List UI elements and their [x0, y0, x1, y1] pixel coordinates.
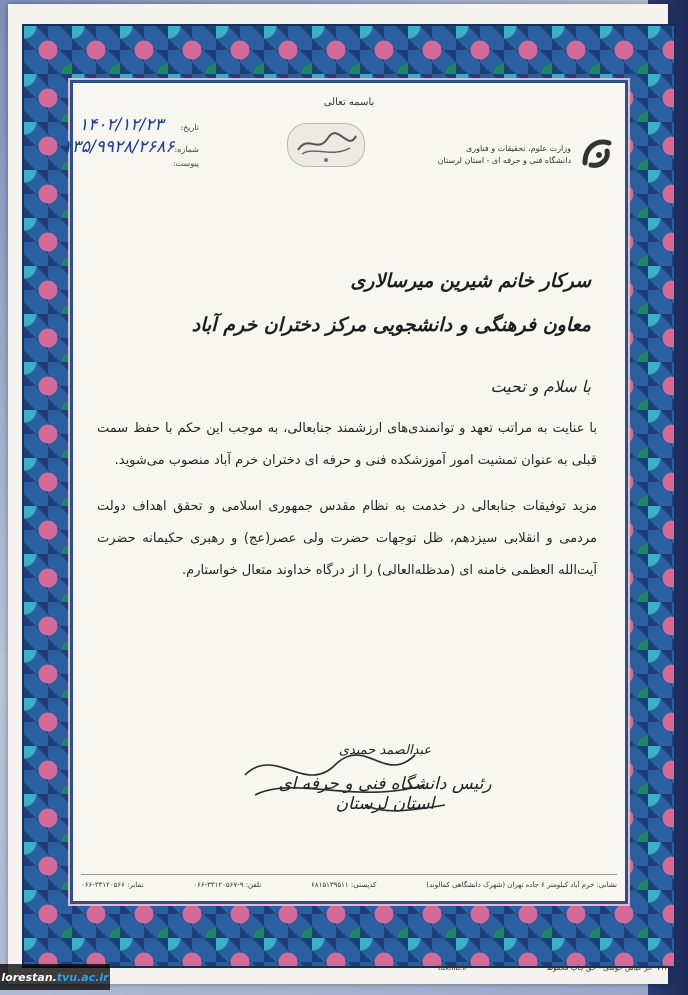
greeting-text: با سلام و تحیت: [490, 377, 591, 396]
watermark-domain: tvu.ac.ir: [56, 970, 109, 984]
signature-scribble-icon: [215, 735, 455, 825]
calligraphy-seal-icon: [288, 124, 364, 166]
number-label: شماره:: [174, 145, 199, 154]
bismillah-text: باسمه تعالی: [323, 97, 375, 108]
number-value: ۱۳۵/۹۹۲۸/۲۶۸۶: [62, 137, 175, 157]
year-slogan-seal: [287, 123, 365, 167]
signatory-name: عبدالصمد حمیدی: [338, 743, 432, 758]
letter-body: [62, 80, 628, 904]
footer-fax: نمابر: ۳۳۱۲۰۵۶۶-۰۶۶: [81, 881, 144, 889]
university-line: دانشگاه فنی و حرفه ای - استان لرستان: [437, 156, 571, 165]
paragraph-2: مزید توفیقات جنابعالی در خدمت به نظام مقدس جمهوری اسلامی و تحقق اهداف دولت مردمی و انقلابی سیزدهم، ظل توجهات حضرت ولی عصر(عج) و رهبری حکیمانه حضرت آیت‌الله العظمی خامنه ای (مدظله‌العالی) را از درگاه خداوند متعال خواستارم.: [97, 499, 597, 578]
signature-block: [265, 743, 505, 814]
university-header: [417, 133, 617, 177]
university-logo-icon: [577, 133, 617, 177]
footer-phone: تلفن: ۹-۳۳۱۲۰۵۶۷-۰۶۶: [193, 881, 262, 889]
footer-address: نشانی: خرم آباد کیلومتر ۶ جاده تهران (شهرک دانشگاهی کمالوند): [426, 881, 617, 889]
number-row: [62, 137, 199, 159]
print-credit-text: ۷۱۳- اثر عباس خوشی - حق چاپ محفوظ: [546, 964, 668, 972]
date-row: [79, 115, 199, 137]
addressee-block: [111, 259, 591, 347]
university-name: [438, 143, 571, 167]
watermark-site: lorestan.: [1, 970, 57, 984]
attachment-label: پیوست:: [172, 159, 199, 168]
paragraph-1: با عنایت به مراتب تعهد و توانمندی‌های ارزشمند جنابعالی، به موجب این حکم با حفظ سمت قبلی به عنوان تمشیت امور آموزشکده فنی و حرفه ای دختران خرم آباد منصوب می‌شوید.: [97, 421, 597, 468]
site-watermark: [0, 964, 110, 990]
date-label: تاریخ:: [180, 123, 199, 132]
certificate-sheet: [8, 4, 668, 984]
print-credit-site: taxhib.ir: [438, 964, 468, 972]
signatory-title: رئیس دانشگاه فنی و حرفه ای استان لرستان: [278, 774, 492, 814]
letter-paragraphs: [97, 413, 597, 587]
letterhead-footer: [81, 874, 617, 889]
print-credit: [438, 964, 668, 972]
addressee-name: سرکار خانم شیرین میرسالاری: [350, 270, 591, 292]
footer-postal-code: کدپستی: ۶۸۱۵۱۳۹۵۱۱: [311, 881, 377, 889]
ministry-line: وزارت علوم، تحقیقات و فناوری: [466, 144, 571, 153]
date-value: ۱۴۰۲/۱۲/۲۳: [79, 115, 164, 135]
addressee-position: معاون فرهنگی و دانشجویی مرکز دختران خرم آباد: [191, 314, 591, 336]
attachment-row: [79, 159, 199, 181]
letter-meta: [62, 115, 199, 181]
